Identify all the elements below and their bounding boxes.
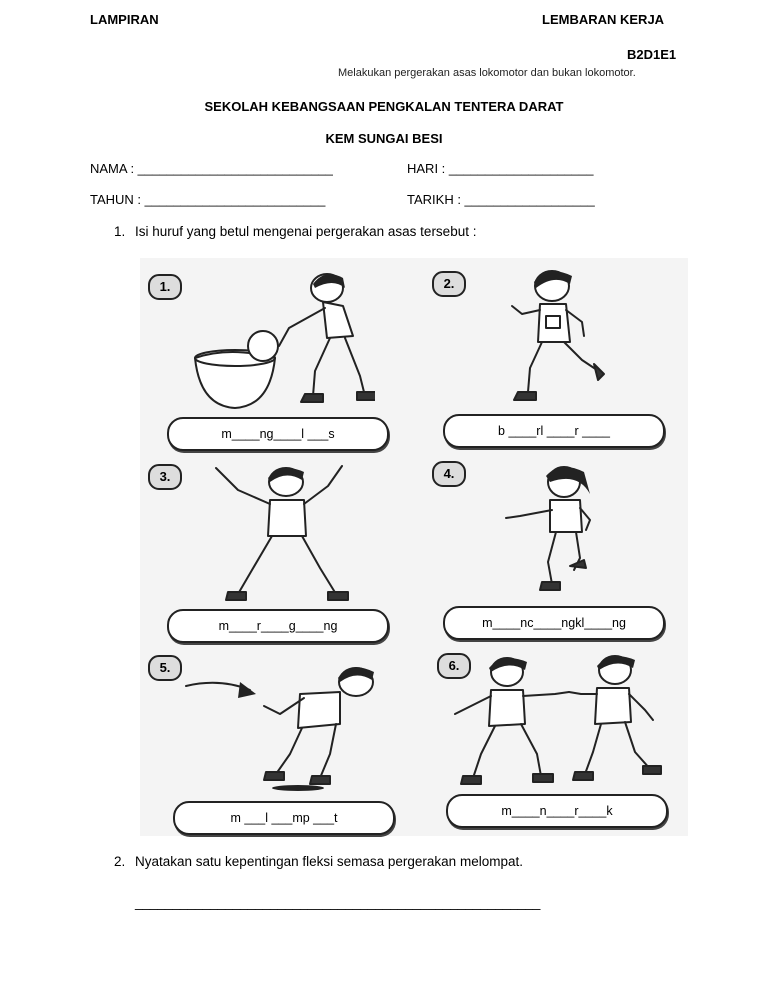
boy-running-illustration	[500, 264, 610, 409]
header-left: LAMPIRAN	[90, 12, 159, 27]
answer-pill-2[interactable]: b ____rl ____r ____	[443, 414, 665, 448]
badge-6: 6.	[437, 653, 471, 679]
answer-pill-6[interactable]: m____n____r____k	[446, 794, 668, 828]
answer-pill-5[interactable]: m ___l ___mp ___t	[173, 801, 395, 835]
learning-standard: Melakukan pergerakan asas lokomotor dan bukan lokomotor.	[338, 67, 636, 79]
two-boys-pulling-illustration	[445, 650, 665, 790]
question-1-number: 1.	[114, 224, 126, 239]
tarikh-field[interactable]: TARIKH : __________________	[407, 192, 595, 207]
answer-pill-4[interactable]: m____nc____ngkl____ng	[443, 606, 665, 640]
question-2-number: 2.	[114, 854, 126, 869]
hari-field[interactable]: HARI : ____________________	[407, 161, 594, 176]
girl-hopping-illustration	[500, 458, 600, 603]
badge-2: 2.	[432, 271, 466, 297]
badge-4: 4.	[432, 461, 466, 487]
question-2-text: Nyatakan satu kepentingan fleksi semasa pergerakan melompat.	[135, 854, 523, 869]
answer-pill-3[interactable]: m____r____g____ng	[167, 609, 389, 643]
boy-bending-ball-basin-illustration	[185, 266, 375, 411]
badge-1: 1.	[148, 274, 182, 300]
worksheet-code: B2D1E1	[627, 47, 677, 62]
school-name: SEKOLAH KEBANGSAAN PENGKALAN TENTERA DARAT	[204, 99, 564, 114]
exercise-figure	[140, 258, 688, 836]
nama-field[interactable]: NAMA : ___________________________	[90, 161, 333, 176]
badge-5: 5.	[148, 655, 182, 681]
boy-arms-raised-illustration	[208, 458, 358, 608]
header-right: LEMBARAN KERJA	[542, 12, 665, 27]
boy-jumping-arrow-illustration	[180, 654, 380, 794]
school-location: KEM SUNGAI BESI	[325, 131, 443, 146]
badge-3: 3.	[148, 464, 182, 490]
tahun-field[interactable]: TAHUN : _________________________	[90, 192, 326, 207]
question-1-text: Isi huruf yang betul mengenai pergerakan asas tersebut :	[135, 224, 477, 239]
answer-pill-1[interactable]: m____ng____l ___s	[167, 417, 389, 451]
answer-line[interactable]: ______________________________________________________	[135, 895, 541, 910]
